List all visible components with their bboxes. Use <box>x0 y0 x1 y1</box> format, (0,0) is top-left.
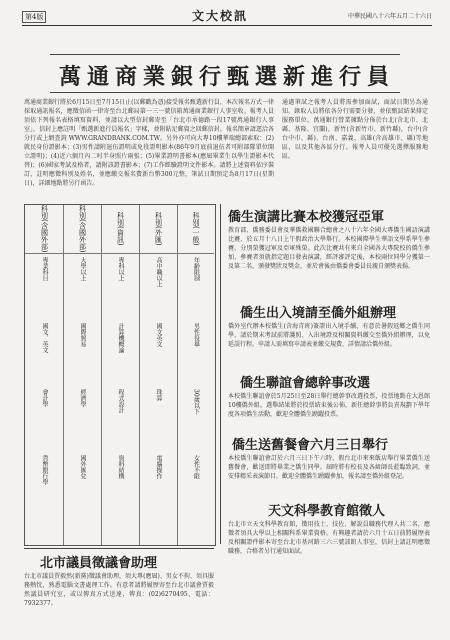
page-header <box>22 5 432 26</box>
table-cell: 國文英文 <box>155 323 162 347</box>
article-body: 台北市議員賈毅然(新黨)徵議會助理，須大專(應屆)、男女不拘、須具服務熱忱，熟悉電腦文書處理工作。有意者請將履歷寄至台北市議會賈毅然議員研究室，或以傳真方式送達，傳真：(02)6270495，電話：7932377。 <box>24 573 214 607</box>
table-column <box>25 205 64 545</box>
table-cell: 大學以上 <box>79 257 86 281</box>
article-title: 僑生出入境請至僑外組辦理 <box>240 306 397 321</box>
intro-text-right: 通過筆試之報考人員將需參加面試，面試日期另為通知。錄取人員將依各分行需要分發，並依甄試結果排定服務單位。萬通銀行營業據點分佈於台北(含北市、北縣、基隆、宜蘭)，新竹(含新竹市、新竹縣)，台中(含台中市、縣)、台南、嘉義、高雄(含高雄市、縣)等地區，以及其他各區分行。報考人員可優先選擇服務地區。 <box>282 99 428 160</box>
headline-rule-bottom <box>50 92 400 93</box>
table-cell: 專業科目 <box>41 257 48 281</box>
table-column <box>139 205 178 545</box>
article-title: 僑生聯誼會總幹事改選 <box>240 376 371 391</box>
table-cell: 男性役畢 <box>192 323 200 347</box>
article-body: 本校僑生聯誼會訂於六月三日下午六時，假台北市來來飯店舉行畢業僑生送舊餐會，歡送即將畢業之僑生同學。屆時將有校長及各級師長蒞臨致詞，並安排精采表演節目，歡迎全體僑生踴躍參加，報名請至僑外組登記。 <box>228 455 430 480</box>
column-divider <box>220 204 221 544</box>
table-cell: 資料結構 <box>117 455 124 479</box>
table-cell: 國際貿易 <box>79 323 86 347</box>
table-cell: 國文、英文 <box>41 323 48 353</box>
table-cell: 貨幣銀行學 <box>41 455 48 485</box>
table-header: 科別(含國外部) <box>78 205 87 253</box>
table-cell: 程式設計 <box>117 389 124 413</box>
table-column <box>101 205 140 545</box>
article-body: 僑外室代辦本校僑生(含海青班)簽證出入境手續，有意於暑假返鄉之僑生同學，請於期末考試前將護照、入出境證及相關資料繳交至僑外組辦理，以免延誤行程。申請人需填寫申請表並繳交規費，詳情請洽僑外組。 <box>228 323 430 348</box>
table-cell: 國外匯兌 <box>79 455 86 479</box>
table-header: 科別(含國外部) <box>40 205 49 253</box>
headline: 萬通商業銀行甄選新進行員 <box>58 64 395 90</box>
table-cell: 年齡限制 <box>192 257 200 281</box>
page-number: 第4版 <box>22 11 46 23</box>
headline-rule-top <box>50 54 400 55</box>
table-cell: 專科以上 <box>117 257 124 281</box>
issue-date: 中華民國八十六年五月二十六日 <box>347 13 432 20</box>
article-body: 本校僑生聯誼會於5月25日至28日舉行總幹事改選投票，投票地點在大恩館10樓僑外組。選舉結果將於投票結束後公佈，新任總幹事將負責規劃下學年度各項僑生活動，歡迎全體僑生踴躍投票。 <box>228 393 430 418</box>
table-cell: 會計學 <box>41 389 48 407</box>
table-column <box>177 205 214 545</box>
article-title: 僑生送舊餐會六月三日舉行 <box>232 438 389 453</box>
article-title: 天文科學教育館徵人 <box>268 504 386 519</box>
article-title: 僑生演講比賽本校獲冠亞軍 <box>228 210 385 225</box>
table-cell: 女性不限 <box>192 455 200 479</box>
masthead: 文大校訊 <box>192 9 249 23</box>
table-cell: 電腦操作 <box>155 455 162 479</box>
table-cell: 珠算 <box>155 389 162 401</box>
table-header: 科別(資訊) <box>116 212 125 246</box>
table-column <box>63 205 102 545</box>
table-cell: 30歲以下 <box>192 389 200 415</box>
table-header: 科別(外匯) <box>154 212 163 246</box>
article-body: 教育部、僑務委員會及華僑救國聯合總會之八十六年全國大專僑生國語演講比賽，於五月十八日上午假政治大學舉行。本校國際學生華語文學系學生參賽，分別榮獲冠軍及亞軍殊榮。此次比賽共有來自全國各大專院校的僑生參加，參賽者須就指定題目發表演講，經評審評定後，本校兩位同學分獲第一及第二名，頒發獎狀及獎金，並於會後由僑委會委員長親自頒獎表揚。 <box>228 227 430 270</box>
article-body: 台北市立天文科學教育館，徵用技士、技佐、解說員職務代理人共二名，應徵者須具大學以上相關科系畢業資格。有興趣者請於六月十五日前將履歷表及相關證件影本寄至台北市基河路三六三號該館人事室，信封上請註明應徵職務，合格者另行通知面試。 <box>228 521 430 555</box>
intro-text: 萬通商業銀行將於6月15日至7月15日止(以郵戳為憑)接受報名甄選新行員，本次報名方式一律採取通訊報名，應徵信函一律寄至台北郵局第一三一號信箱萬通商業銀行人事室收。報考人員須依下列報名表格填寫資料，並請以大型信封郵寄至「台北市承德路一段17號萬通銀行人事室」，信封上應註明「甄選新進行員報名」字樣，並附貼足郵資之回郵信封。報名簡章請逕洽各分行或上網查詢 WWW.GRANDBANK.COM.TW。另外亦可向大專10樓華瑞總部索取：(2)就民身份證影本；(3)男性請附退伍證明或免役證明影本(86年9月底前退伍者可附部隊單位開立證明)；(4)近六個月內二吋半身照片兩張；(5)畢業證明書影本(應屆畢業生以學生證影本代替)；(6)國家考試及格者，請附該證書影本；(7)工作經驗證明文件影本。請將上述資料依序裝訂，註明應徵科別及姓名，並應繳交報名費新台幣300元整，筆試日期預定為8月17日(星期日)，詳細地點將另行函告。 <box>24 99 274 187</box>
section-divider <box>24 548 214 549</box>
table-cell: 計算機概論 <box>117 323 124 353</box>
requirements-table <box>24 204 216 546</box>
table-cell: 經濟學 <box>79 389 86 407</box>
table-cell: 高中職以上 <box>155 257 162 287</box>
article-title: 北市議員徵議會助理 <box>40 556 158 571</box>
table-header: 科別(一般) <box>192 212 200 246</box>
